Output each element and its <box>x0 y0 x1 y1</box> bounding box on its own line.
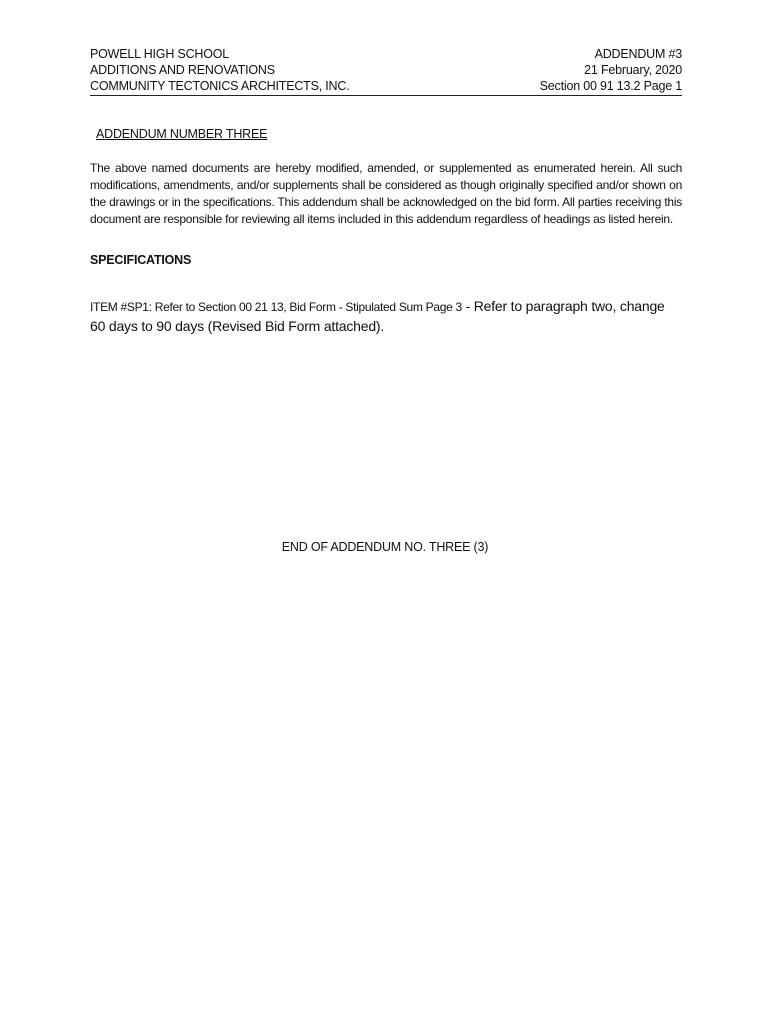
header-left <box>90 46 350 94</box>
item-sp1 <box>90 297 682 336</box>
item-reference: ITEM #SP1: Refer to Section 00 21 13, Bid Form - Stipulated Sum Page 3 <box>90 300 462 314</box>
intro-paragraph: The above named documents are hereby modified, amended, or supplemented as enumerated herein. All such modifications, amendments, and/or supplements shall be considered as though originally specified and/or shown on the drawings or in the specifications. This addendum shall be acknowledged on the bid form. All parties receiving this document are responsible for reviewing all items included in this addendum regardless of headings as listed herein. <box>90 161 682 226</box>
document-header <box>90 46 682 96</box>
end-of-addendum: END OF ADDENDUM NO. THREE (3) <box>281 540 489 554</box>
school-name: POWELL HIGH SCHOOL <box>90 47 230 61</box>
section-page: Section 00 91 13.2 Page 1 <box>539 79 682 93</box>
document-title: ADDENDUM NUMBER THREE <box>96 127 268 141</box>
addendum-date: 21 February, 2020 <box>584 63 682 77</box>
item-text: - Refer to paragraph two, change 60 days to 90 days (Revised Bid Form attached). <box>90 298 665 334</box>
project-name: ADDITIONS AND RENOVATIONS <box>90 63 275 77</box>
document-page <box>90 46 682 336</box>
section-heading: SPECIFICATIONS <box>90 253 192 267</box>
architect-name: COMMUNITY TECTONICS ARCHITECTS, INC. <box>90 79 350 93</box>
header-right <box>540 46 682 94</box>
addendum-number: ADDENDUM #3 <box>594 47 682 61</box>
